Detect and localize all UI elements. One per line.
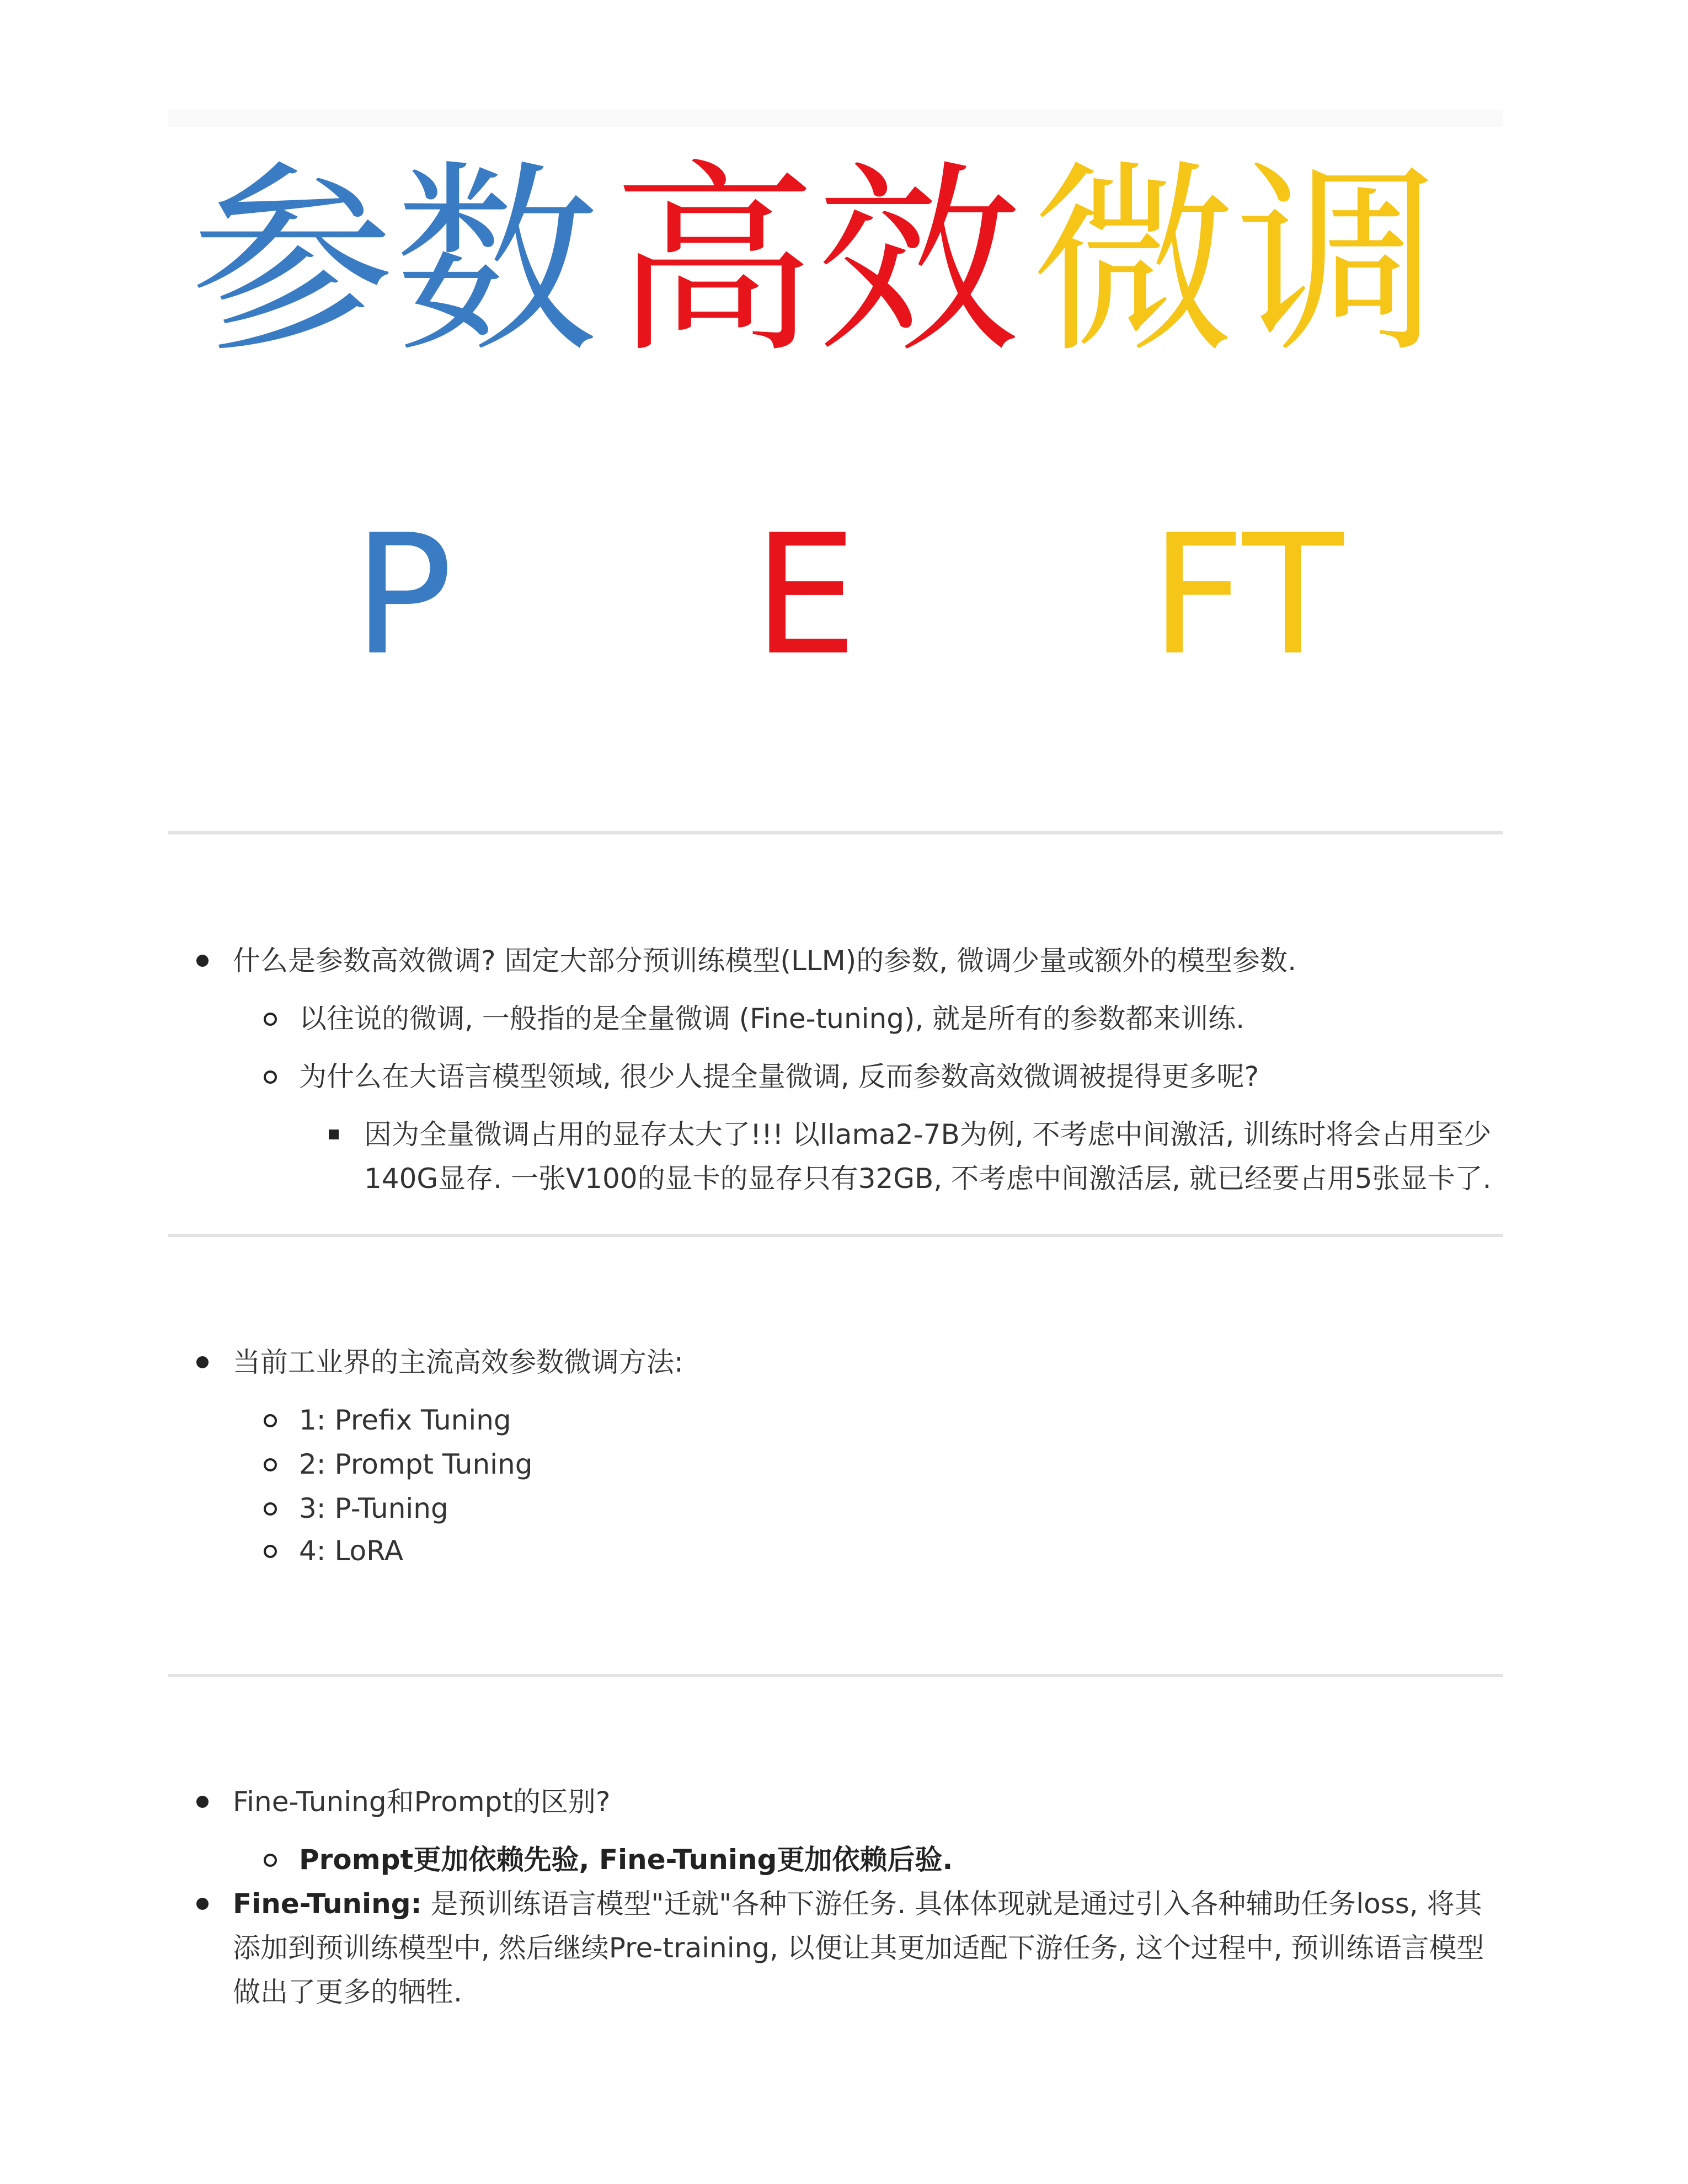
bullet-circle-icon: [264, 1070, 277, 1084]
finetune-description-line-3: 做出了更多的牺牲.: [233, 1976, 462, 2008]
why-peft-question: 为什么在大语言模型领域, 很少人提全量微调, 反而参数高效微调被提得更多呢?: [299, 1061, 1259, 1093]
bullet-square-icon: [329, 1130, 339, 1139]
bullet-circle-icon: [264, 1854, 277, 1867]
finetune-label: Fine-Tuning:: [233, 1888, 422, 1920]
method-item: 4: LoRA: [299, 1535, 404, 1567]
divider: [168, 1234, 1503, 1237]
bullet-disc-icon: [196, 955, 209, 967]
bullet-circle-icon: [264, 1013, 277, 1026]
bullet-disc-icon: [196, 1898, 209, 1910]
banner-title-blue: 参数: [190, 143, 599, 381]
finetune-description-line-2: 添加到预训练模型中, 然后继续Pre-training, 以便让其更加适配下游任务, 这个过程中, 预训练语言模型: [233, 1932, 1484, 1964]
acronym-p: P: [353, 499, 453, 692]
banner-top-shade: [168, 110, 1503, 127]
memory-reason-line-2: 140G显存. 一张V100的显卡的显存只有32GB, 不考虑中间激活层, 就已经要占用5张显卡了.: [364, 1163, 1492, 1195]
banner-title-yellow: 微调: [1032, 143, 1440, 381]
bullet-disc-icon: [196, 1356, 209, 1368]
divider: [168, 1674, 1503, 1677]
bullet-circle-icon: [264, 1502, 277, 1516]
divider: [168, 831, 1503, 834]
answer-bold: Prompt更加依赖先验, Fine-Tuning更加依赖后验.: [299, 1844, 953, 1876]
bullet-circle-icon: [264, 1458, 277, 1471]
method-item: 2: Prompt Tuning: [299, 1448, 533, 1480]
bullet-disc-icon: [196, 1796, 209, 1808]
finetune-vs-prompt-question: Fine-Tuning和Prompt的区别?: [233, 1786, 611, 1818]
full-finetune-note: 以往说的微调, 一般指的是全量微调 (Fine-tuning), 就是所有的参数都来训练.: [299, 1003, 1245, 1035]
memory-reason-line-1: 因为全量微调占用的显存太大了!!! 以llama2-7B为例, 不考虑中间激活, 训练时将会占用至少: [364, 1118, 1492, 1150]
banner-title-red: 高效: [612, 143, 1021, 381]
peft-definition: 什么是参数高效微调? 固定大部分预训练模型(LLM)的参数, 微调少量或额外的模型参数.: [233, 945, 1296, 977]
method-item: 3: P-Tuning: [299, 1492, 448, 1524]
acronym-e: E: [753, 499, 858, 692]
bullet-circle-icon: [264, 1414, 277, 1427]
finetune-description-line-1: [233, 1882, 1482, 1926]
finetune-vs-prompt-answer: [299, 1838, 953, 1882]
method-item: 1: Prefix Tuning: [299, 1404, 511, 1436]
methods-heading: 当前工业界的主流高效参数微调方法:: [233, 1346, 683, 1378]
finetune-text: 是预训练语言模型"迁就"各种下游任务. 具体体现就是通过引入各种辅助任务loss, 将其: [421, 1888, 1482, 1920]
bullet-circle-icon: [264, 1545, 277, 1558]
acronym-ft: FT: [1150, 499, 1344, 692]
